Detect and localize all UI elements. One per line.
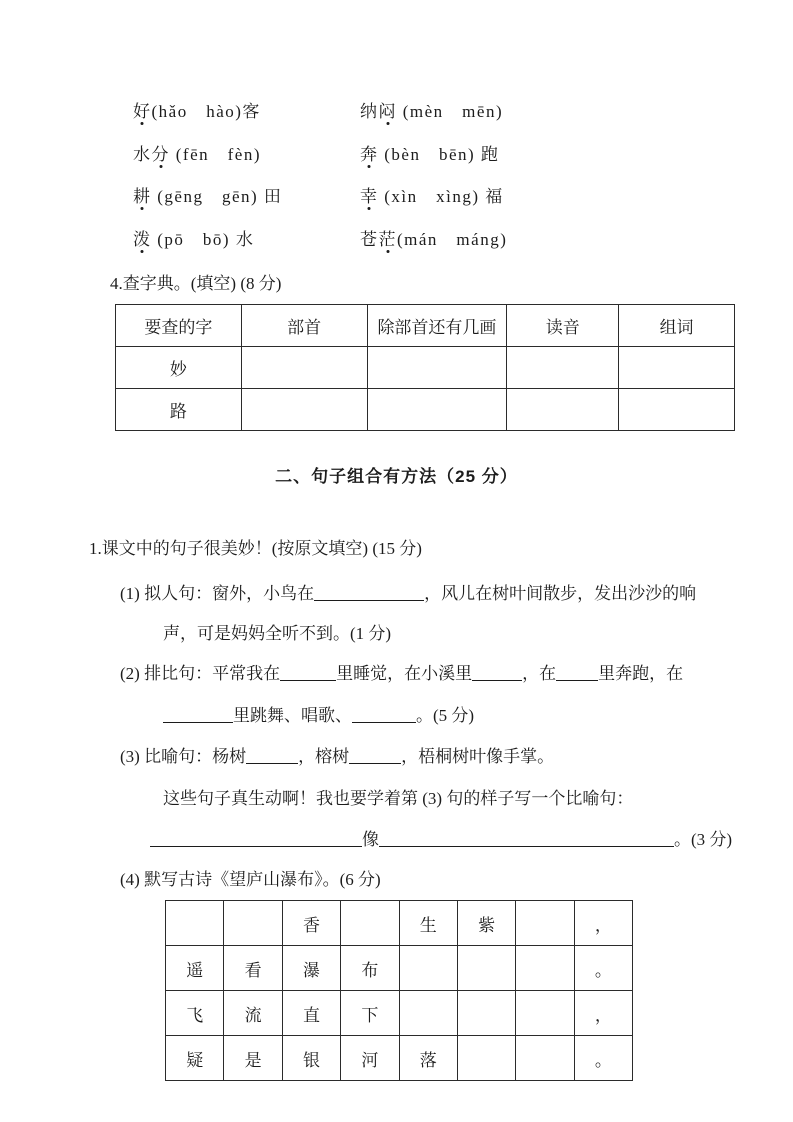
table-row	[166, 991, 633, 1036]
emphasized-character: 奔	[360, 144, 379, 164]
table-cell: 妙	[116, 347, 242, 389]
dict-table-header-row	[116, 305, 735, 347]
table-cell	[367, 347, 507, 389]
table-cell: 瀑	[282, 946, 340, 991]
pinyin-choice-item: 水分 (fēn fèn)	[133, 144, 261, 164]
table-cell	[516, 991, 574, 1036]
table-cell	[516, 1036, 574, 1081]
table-cell: 路	[116, 389, 242, 431]
table-cell	[516, 901, 574, 946]
dict-table-header: 要查的字	[116, 305, 242, 347]
table-cell: 飞	[166, 991, 224, 1036]
answer-blank	[314, 584, 424, 601]
table-cell	[507, 347, 619, 389]
table-cell	[457, 946, 515, 991]
table-cell: 紫	[457, 901, 515, 946]
answer-blank	[472, 664, 522, 681]
answer-blank	[379, 830, 674, 847]
table-cell: 河	[341, 1036, 399, 1081]
table-cell: 。	[574, 1036, 632, 1081]
table-cell: 。	[574, 946, 632, 991]
table-cell: 布	[341, 946, 399, 991]
pinyin-choice-item: 纳闷 (mèn mēn)	[360, 102, 504, 121]
emphasized-character: 闷	[378, 102, 397, 121]
table-cell	[457, 991, 515, 1036]
fill-blank-item-3-line-2: 这些句子真生动啊！我也要学着第 (3) 句的样子写一个比喻句：	[163, 789, 634, 808]
dict-table-header: 除部首还有几画	[367, 305, 507, 347]
fill-blank-item-3-line-3: 像 。(3 分)	[150, 828, 732, 851]
fill-blank-item-1-line-1: (1) 拟人句：窗外，小鸟在 ，风儿在树叶间散步，发出沙沙的响	[120, 584, 697, 603]
table-cell	[367, 389, 507, 431]
emphasized-character: 幸	[360, 187, 379, 206]
answer-blank	[150, 830, 362, 847]
table-cell: ，	[574, 901, 632, 946]
poem-table	[165, 900, 633, 1081]
answer-blank	[280, 664, 336, 681]
answer-blank	[246, 747, 298, 764]
table-cell	[619, 347, 735, 389]
table-cell: 直	[282, 991, 340, 1036]
table-cell	[619, 389, 735, 431]
table-cell: 遥	[166, 946, 224, 991]
table-cell	[241, 389, 367, 431]
dict-table-header: 组词	[619, 305, 735, 347]
answer-blank	[352, 706, 416, 723]
table-cell: 流	[224, 991, 282, 1036]
emphasized-character: 耕	[133, 187, 152, 206]
table-row	[166, 901, 633, 946]
dictionary-lookup-table	[115, 304, 735, 431]
table-cell: 看	[224, 946, 282, 991]
answer-blank	[349, 747, 401, 764]
table-cell	[241, 347, 367, 389]
table-cell: 是	[224, 1036, 282, 1081]
pinyin-choice-item: 耕 (gēng gēn) 田	[133, 187, 283, 206]
fill-blank-item-2-line-1: (2) 排比句：平常我在 里睡觉，在小溪里 ，在 里奔跑，在	[120, 664, 684, 683]
table-cell	[457, 1036, 515, 1081]
table-cell	[341, 901, 399, 946]
table-row	[166, 946, 633, 991]
table-cell: 银	[282, 1036, 340, 1081]
fill-blank-item-3-line-1: (3) 比喻句：杨树 ，榕树 ，梧桐树叶像手掌。	[120, 747, 555, 766]
table-cell	[399, 991, 457, 1036]
emphasized-character: 好	[133, 102, 152, 121]
question-1-label: 1.课文中的句子很美妙！(按原文填空) (15 分)	[89, 539, 422, 558]
pinyin-choice-section	[133, 97, 507, 267]
answer-blank	[556, 664, 598, 681]
dictionary-question-label: 4.查字典。(填空) (8 分)	[110, 274, 282, 293]
table-cell	[166, 901, 224, 946]
emphasized-character: 茫	[378, 229, 397, 249]
pinyin-choice-item: 泼 (pō bō) 水	[133, 229, 255, 249]
emphasized-character: 分	[151, 144, 170, 164]
table-cell: 生	[399, 901, 457, 946]
fill-blank-item-2-line-2: 里跳舞、唱歌、 。(5 分)	[163, 704, 474, 727]
table-cell	[224, 901, 282, 946]
table-cell: 疑	[166, 1036, 224, 1081]
table-row	[116, 347, 735, 389]
emphasized-character: 泼	[133, 229, 152, 249]
table-cell: 下	[341, 991, 399, 1036]
dict-table-header: 部首	[241, 305, 367, 347]
pinyin-choice-item: 幸 (xìn xìng) 福	[360, 187, 504, 206]
table-cell: 香	[282, 901, 340, 946]
table-row	[116, 389, 735, 431]
table-row	[166, 1036, 633, 1081]
table-cell	[399, 946, 457, 991]
section-2-title: 二、句子组合有方法（25 分）	[275, 467, 518, 486]
table-cell	[507, 389, 619, 431]
table-cell: ，	[574, 991, 632, 1036]
answer-blank	[163, 706, 233, 723]
pinyin-choice-item: 奔 (bèn bēn) 跑	[360, 144, 500, 164]
pinyin-choice-item: 苍茫(mán máng)	[360, 229, 508, 249]
table-cell	[516, 946, 574, 991]
fill-blank-item-1-line-2: 声，可是妈妈全听不到。(1 分)	[163, 624, 392, 643]
dict-table-header: 读音	[507, 305, 619, 347]
poem-question-label: (4) 默写古诗《望庐山瀑布》。(6 分)	[120, 870, 381, 889]
pinyin-choice-item: 好(hǎo hào)客	[133, 102, 261, 121]
table-cell: 落	[399, 1036, 457, 1081]
